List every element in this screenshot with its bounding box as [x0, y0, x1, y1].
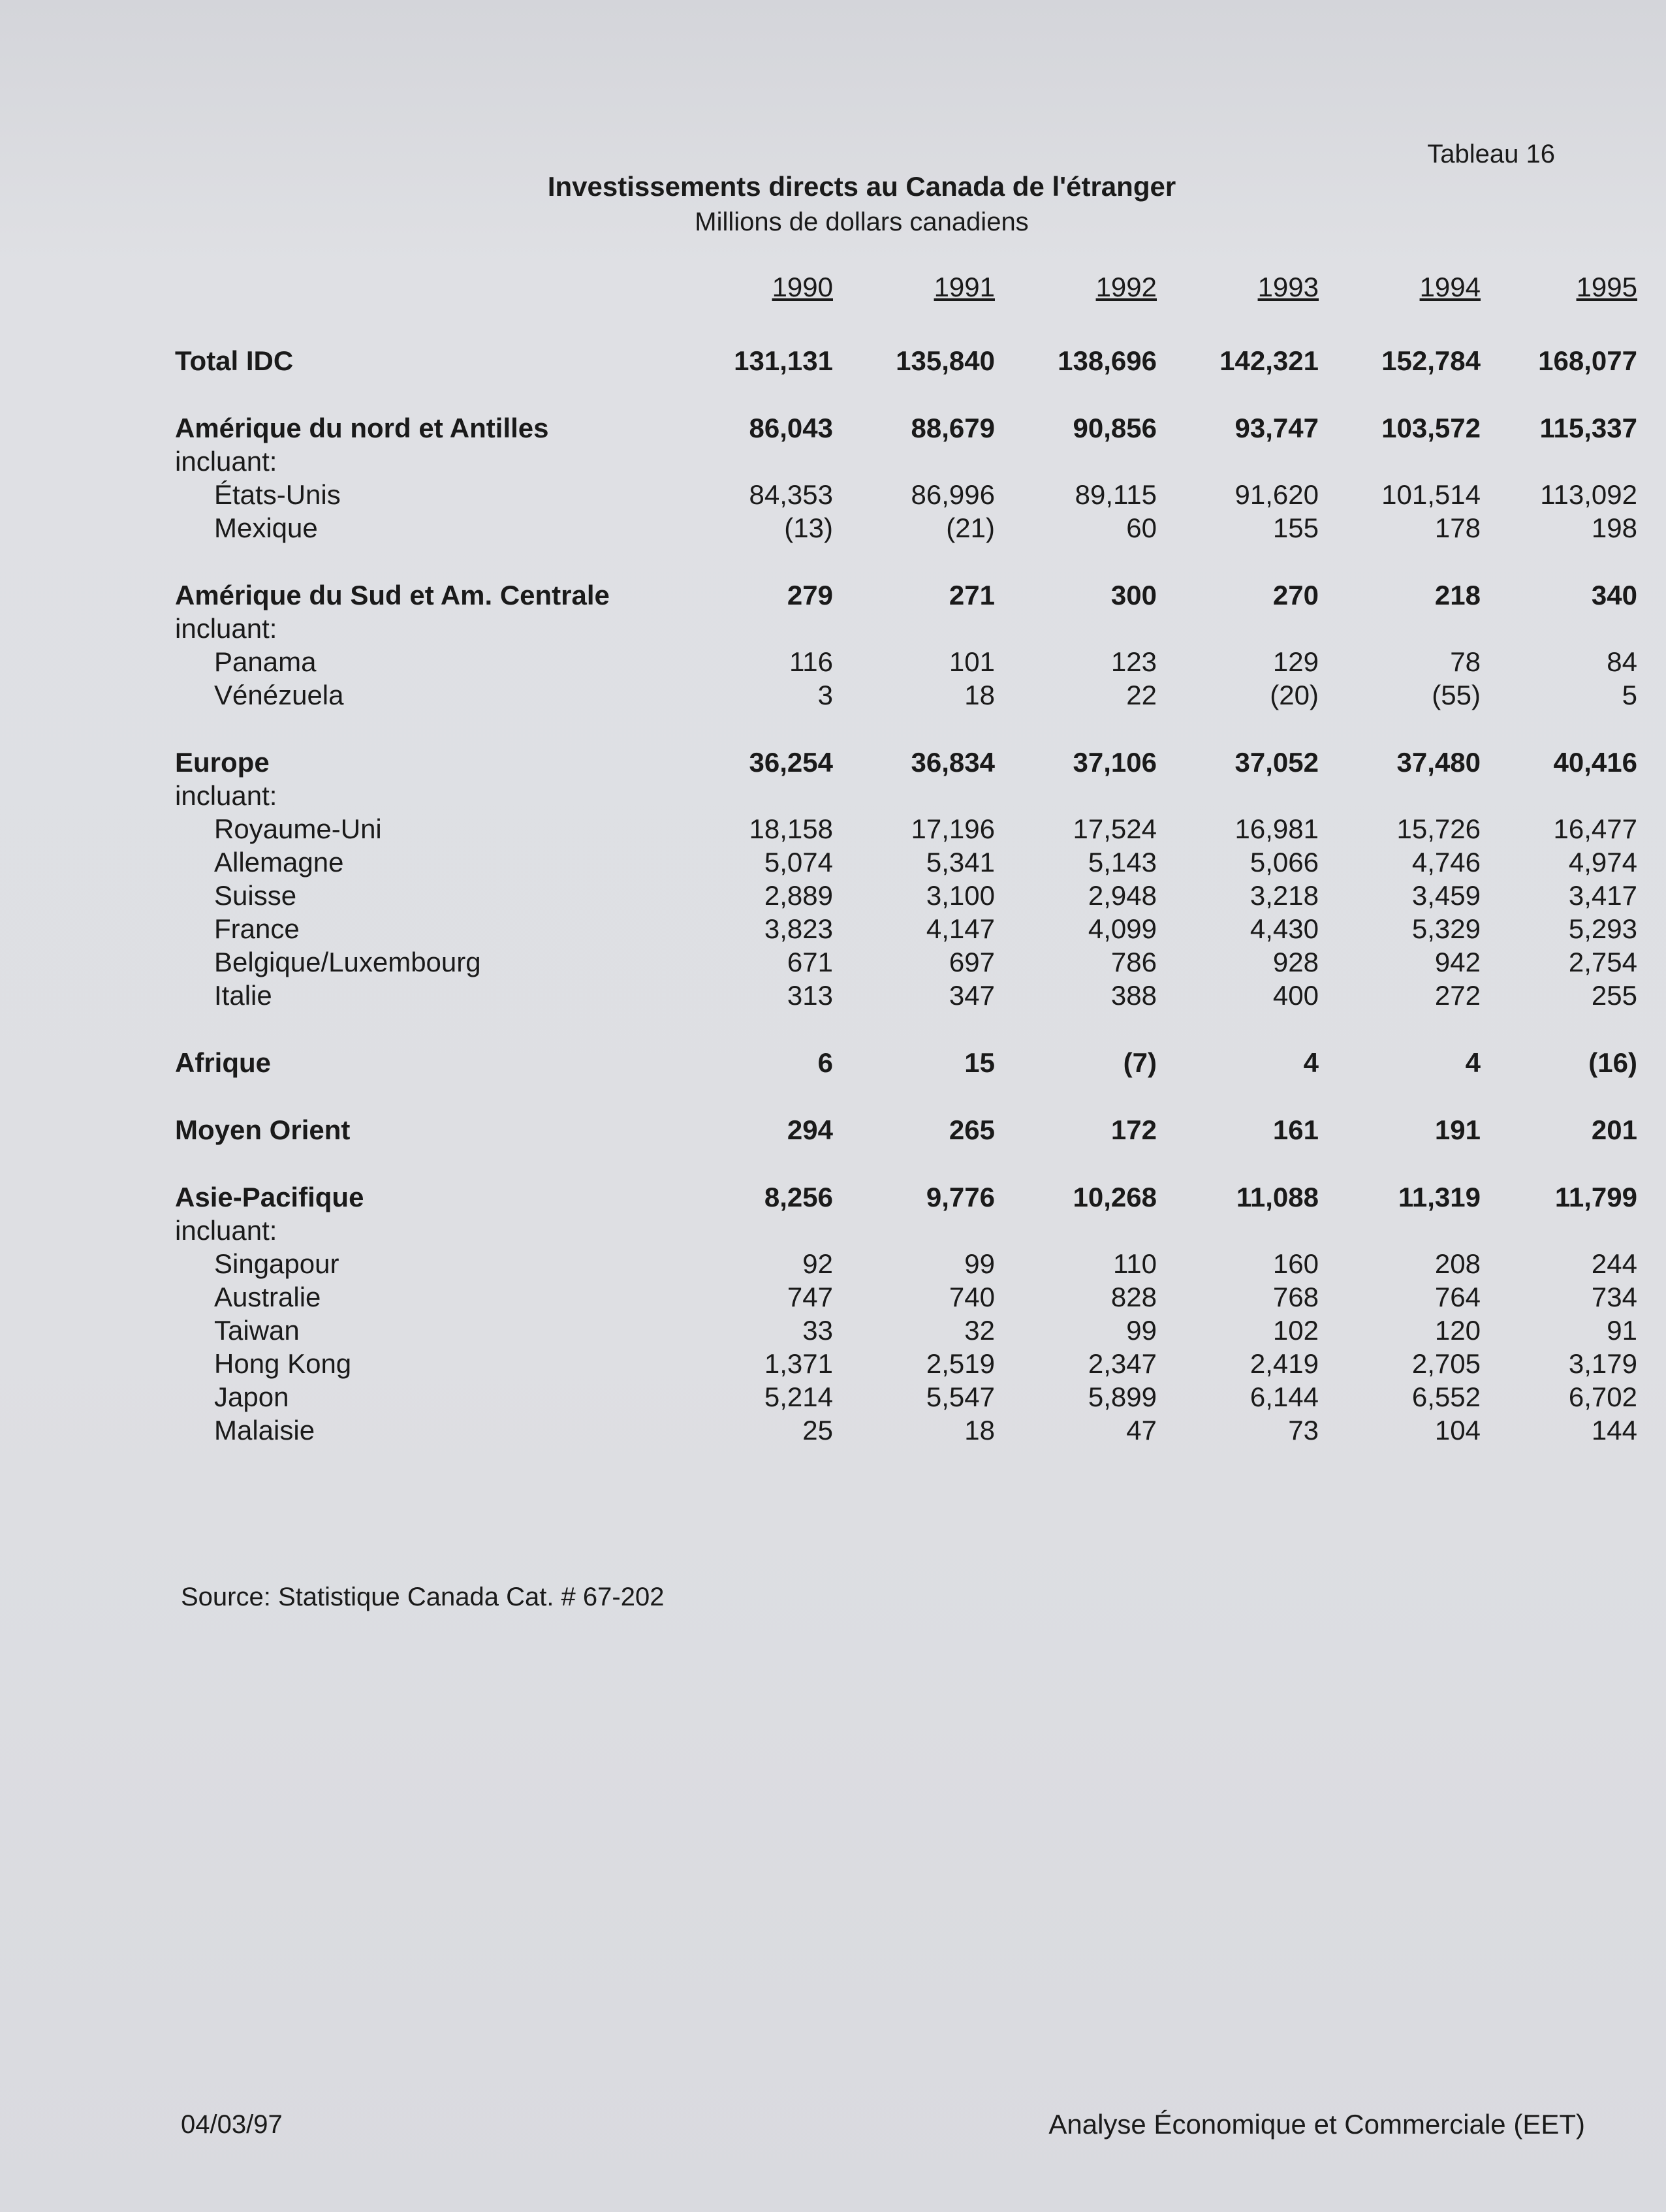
value-cell: 116	[789, 646, 833, 677]
including-row	[175, 612, 1637, 645]
spacer-row	[175, 1079, 1637, 1113]
value-cell: 99	[964, 1248, 995, 1279]
value-cell: 8,256	[764, 1181, 833, 1212]
value-cell: 16,477	[1553, 813, 1637, 844]
country-row	[175, 511, 1637, 545]
empty-cell	[995, 779, 1157, 812]
country-row	[175, 812, 1637, 845]
value-cell: 6,552	[1411, 1381, 1481, 1412]
empty-cell	[833, 445, 995, 478]
row-label: Asie-Pacifique	[175, 1181, 364, 1212]
value-cell: 84,353	[749, 479, 833, 510]
footer-department: Analyse Économique et Commerciale (EET)	[1048, 2109, 1585, 2140]
value-cell: 3,417	[1568, 879, 1637, 911]
value-cell: 9,776	[926, 1181, 995, 1212]
value-cell: 25	[802, 1414, 833, 1446]
value-cell: 5	[1622, 679, 1637, 710]
value-cell: 115,337	[1539, 412, 1637, 443]
country-row	[175, 1347, 1637, 1380]
value-cell: 2,889	[764, 879, 833, 911]
spacer-cell	[175, 307, 1637, 344]
value-cell: 10,268	[1073, 1181, 1157, 1212]
value-cell: 1,371	[764, 1348, 833, 1379]
empty-cell	[1481, 779, 1637, 812]
country-row	[175, 1380, 1637, 1414]
value-cell: 11,088	[1236, 1181, 1319, 1212]
value-cell: 18	[964, 1414, 995, 1446]
value-cell: 942	[1434, 946, 1481, 977]
row-label: Belgique/Luxembourg	[214, 946, 481, 977]
value-cell: 37,106	[1073, 746, 1157, 778]
value-cell: 4,974	[1568, 846, 1637, 877]
country-row	[175, 879, 1637, 912]
value-cell: 161	[1272, 1114, 1319, 1145]
value-cell: 3,823	[764, 913, 833, 944]
value-cell: 178	[1434, 512, 1481, 543]
row-label: Taiwan	[214, 1314, 300, 1346]
row-label: Afrique	[175, 1047, 271, 1078]
value-cell: 191	[1434, 1114, 1481, 1145]
value-cell: 2,754	[1568, 946, 1637, 977]
value-cell: (55)	[1432, 679, 1481, 710]
value-cell: (7)	[1123, 1047, 1157, 1078]
value-cell: 102	[1272, 1314, 1319, 1346]
empty-cell	[1319, 779, 1481, 812]
value-cell: 144	[1591, 1414, 1637, 1446]
value-cell: 2,347	[1088, 1348, 1157, 1379]
value-cell: 265	[949, 1114, 995, 1145]
value-cell: 671	[787, 946, 833, 977]
empty-cell	[1319, 612, 1481, 645]
country-row	[175, 979, 1637, 1012]
empty-cell	[833, 1214, 995, 1247]
value-cell: 270	[1272, 579, 1319, 610]
including-row	[175, 1214, 1637, 1247]
row-label: Suisse	[214, 879, 297, 911]
value-cell: 271	[949, 579, 995, 610]
spacer-cell	[175, 1012, 1637, 1046]
value-cell: 160	[1272, 1248, 1319, 1279]
value-cell: 17,524	[1073, 813, 1157, 844]
year-header	[1481, 268, 1637, 307]
country-row	[175, 1314, 1637, 1347]
value-cell: 3,100	[926, 879, 995, 911]
value-cell: (20)	[1270, 679, 1319, 710]
value-cell: 86,043	[749, 412, 833, 443]
value-cell: 101	[949, 646, 995, 677]
value-cell: 2,519	[926, 1348, 995, 1379]
table-title: Investissements directs au Canada de l'étranger	[547, 171, 1176, 202]
value-cell: 73	[1288, 1414, 1319, 1446]
value-cell: 104	[1434, 1414, 1481, 1446]
value-cell: 734	[1591, 1281, 1637, 1312]
value-cell: 16,981	[1234, 813, 1319, 844]
value-cell: 15	[964, 1047, 995, 1078]
value-cell: 300	[1110, 579, 1157, 610]
row-label: Panama	[214, 646, 317, 677]
row-label: Vénézuela	[214, 679, 344, 710]
value-cell: 697	[949, 946, 995, 977]
value-cell: 86,996	[911, 479, 995, 510]
value-cell: 6	[817, 1047, 833, 1078]
region-row	[175, 1180, 1637, 1214]
empty-cell	[833, 612, 995, 645]
row-label: Allemagne	[214, 846, 344, 877]
value-cell: 3	[817, 679, 833, 710]
spacer-cell	[175, 712, 1637, 746]
region-row	[175, 411, 1637, 445]
value-cell: 6,144	[1250, 1381, 1319, 1412]
year-label: 1994	[1419, 272, 1481, 302]
value-cell: 84	[1607, 646, 1637, 677]
value-cell: 88,679	[911, 412, 995, 443]
value-cell: 17,196	[911, 813, 995, 844]
value-cell: 4,099	[1088, 913, 1157, 944]
value-cell: 5,547	[926, 1381, 995, 1412]
row-label: États-Unis	[214, 479, 341, 510]
row-label: Total IDC	[175, 345, 294, 376]
value-cell: 90,856	[1073, 412, 1157, 443]
value-cell: 388	[1110, 979, 1157, 1011]
value-cell: 313	[787, 979, 833, 1011]
including-label: incluant:	[175, 612, 277, 644]
value-cell: (13)	[784, 512, 833, 543]
value-cell: 279	[787, 579, 833, 610]
value-cell: 129	[1272, 646, 1319, 677]
value-cell: 36,254	[749, 746, 833, 778]
value-cell: 18	[964, 679, 995, 710]
value-cell: 15,726	[1396, 813, 1481, 844]
value-cell: 123	[1110, 646, 1157, 677]
value-cell: 3,459	[1411, 879, 1481, 911]
empty-cell	[671, 779, 833, 812]
year-header	[671, 268, 833, 307]
value-cell: 36,834	[911, 746, 995, 778]
region-row	[175, 1113, 1637, 1146]
footer-date: 04/03/97	[181, 2110, 283, 2139]
empty-cell	[671, 445, 833, 478]
value-cell: 138,696	[1058, 345, 1157, 376]
value-cell: 142,321	[1219, 345, 1319, 376]
value-cell: 5,899	[1088, 1381, 1157, 1412]
country-row	[175, 1280, 1637, 1314]
value-cell: 110	[1113, 1248, 1157, 1279]
spacer-row	[175, 1146, 1637, 1180]
empty-cell	[1481, 612, 1637, 645]
spacer-row	[175, 377, 1637, 411]
spacer-row	[175, 1012, 1637, 1046]
region-row	[175, 746, 1637, 779]
region-row	[175, 578, 1637, 612]
value-cell: 3,179	[1568, 1348, 1637, 1379]
empty-cell	[1157, 612, 1319, 645]
value-cell: 208	[1434, 1248, 1481, 1279]
value-cell: 93,747	[1234, 412, 1319, 443]
row-label: Europe	[175, 746, 270, 778]
table-body	[175, 268, 1637, 1447]
value-cell: 168,077	[1538, 345, 1637, 376]
country-row	[175, 678, 1637, 712]
value-cell: 33	[802, 1314, 833, 1346]
empty-cell	[1481, 445, 1637, 478]
value-cell: 155	[1272, 512, 1319, 543]
value-cell: 198	[1591, 512, 1637, 543]
value-cell: 5,074	[764, 846, 833, 877]
spacer-cell	[175, 1079, 1637, 1113]
value-cell: 2,948	[1088, 879, 1157, 911]
empty-cell	[833, 779, 995, 812]
including-label: incluant:	[175, 445, 277, 477]
row-label: Singapour	[214, 1248, 339, 1279]
country-row	[175, 845, 1637, 879]
value-cell: 11,319	[1398, 1181, 1481, 1212]
value-cell: 747	[787, 1281, 833, 1312]
value-cell: 91,620	[1234, 479, 1319, 510]
row-label: Amérique du nord et Antilles	[175, 412, 549, 443]
value-cell: 78	[1450, 646, 1481, 677]
year-label: 1990	[772, 272, 833, 302]
table-number: Tableau 16	[1427, 140, 1555, 168]
value-cell: 828	[1110, 1281, 1157, 1312]
empty-cell	[1319, 445, 1481, 478]
value-cell: 32	[964, 1314, 995, 1346]
row-label: France	[214, 913, 300, 944]
spacer-cell	[175, 545, 1637, 578]
value-cell: 201	[1591, 1114, 1637, 1145]
year-label: 1991	[934, 272, 995, 302]
row-label: Italie	[214, 979, 272, 1011]
value-cell: 172	[1110, 1114, 1157, 1145]
year-header-row	[175, 268, 1637, 307]
year-label: 1993	[1257, 272, 1319, 302]
row-label: Japon	[214, 1381, 289, 1412]
year-label: 1995	[1576, 272, 1637, 302]
value-cell: 5,214	[764, 1381, 833, 1412]
value-cell: 152,784	[1381, 345, 1481, 376]
header-blank	[175, 268, 671, 307]
value-cell: 740	[949, 1281, 995, 1312]
empty-cell	[995, 445, 1157, 478]
table-subtitle: Millions de dollars canadiens	[695, 208, 1029, 236]
value-cell: (16)	[1588, 1047, 1637, 1078]
row-label: Moyen Orient	[175, 1114, 351, 1145]
empty-cell	[995, 1214, 1157, 1247]
value-cell: 347	[949, 979, 995, 1011]
country-row	[175, 478, 1637, 511]
value-cell: 255	[1591, 979, 1637, 1011]
investment-table	[175, 268, 1637, 1447]
spacer-row	[175, 712, 1637, 746]
value-cell: 340	[1591, 579, 1637, 610]
value-cell: 47	[1126, 1414, 1157, 1446]
value-cell: 5,341	[926, 846, 995, 877]
value-cell: 92	[802, 1248, 833, 1279]
year-label: 1992	[1095, 272, 1157, 302]
value-cell: 4,147	[926, 913, 995, 944]
empty-cell	[1157, 445, 1319, 478]
including-row	[175, 779, 1637, 812]
value-cell: 11,799	[1554, 1181, 1637, 1212]
spacer-cell	[175, 377, 1637, 411]
value-cell: 120	[1434, 1314, 1481, 1346]
year-header	[1319, 268, 1481, 307]
source-note: Source: Statistique Canada Cat. # 67-202	[181, 1583, 665, 1611]
value-cell: 4	[1303, 1047, 1319, 1078]
value-cell: 2,705	[1411, 1348, 1481, 1379]
value-cell: 5,066	[1250, 846, 1319, 877]
value-cell: 113,092	[1540, 479, 1637, 510]
region-row	[175, 1046, 1637, 1079]
value-cell: 99	[1126, 1314, 1157, 1346]
total-row	[175, 344, 1637, 377]
value-cell: 5,143	[1088, 846, 1157, 877]
value-cell: (21)	[946, 512, 995, 543]
value-cell: 244	[1591, 1248, 1637, 1279]
row-label: Mexique	[214, 512, 318, 543]
value-cell: 6,702	[1568, 1381, 1637, 1412]
value-cell: 400	[1272, 979, 1319, 1011]
value-cell: 22	[1126, 679, 1157, 710]
spacer-row	[175, 545, 1637, 578]
value-cell: 131,131	[734, 345, 833, 376]
value-cell: 2,419	[1250, 1348, 1319, 1379]
value-cell: 294	[787, 1114, 833, 1145]
value-cell: 764	[1434, 1281, 1481, 1312]
value-cell: 5,329	[1411, 913, 1481, 944]
value-cell: 101,514	[1381, 479, 1481, 510]
empty-cell	[671, 612, 833, 645]
value-cell: 135,840	[896, 345, 995, 376]
value-cell: 5,293	[1568, 913, 1637, 944]
country-row	[175, 1414, 1637, 1447]
value-cell: 4,430	[1250, 913, 1319, 944]
empty-cell	[1157, 779, 1319, 812]
row-label: Royaume-Uni	[214, 813, 382, 844]
including-row	[175, 445, 1637, 478]
empty-cell	[1157, 1214, 1319, 1247]
value-cell: 89,115	[1075, 479, 1157, 510]
value-cell: 928	[1272, 946, 1319, 977]
empty-cell	[995, 612, 1157, 645]
row-label: Amérique du Sud et Am. Centrale	[175, 579, 610, 610]
value-cell: 91	[1607, 1314, 1637, 1346]
row-label: Malaisie	[214, 1414, 315, 1446]
including-label: incluant:	[175, 780, 277, 811]
value-cell: 3,218	[1250, 879, 1319, 911]
spacer-cell	[175, 1146, 1637, 1180]
row-label: Hong Kong	[214, 1348, 352, 1379]
country-row	[175, 1247, 1637, 1280]
country-row	[175, 945, 1637, 979]
value-cell: 4	[1465, 1047, 1481, 1078]
value-cell: 103,572	[1381, 412, 1481, 443]
year-header	[1157, 268, 1319, 307]
year-header	[833, 268, 995, 307]
value-cell: 272	[1434, 979, 1481, 1011]
country-row	[175, 645, 1637, 678]
empty-cell	[1319, 1214, 1481, 1247]
spacer-row	[175, 307, 1637, 344]
value-cell: 60	[1126, 512, 1157, 543]
row-label: Australie	[214, 1281, 321, 1312]
value-cell: 4,746	[1411, 846, 1481, 877]
country-row	[175, 912, 1637, 945]
value-cell: 37,480	[1396, 746, 1481, 778]
value-cell: 37,052	[1234, 746, 1319, 778]
value-cell: 40,416	[1553, 746, 1637, 778]
value-cell: 768	[1272, 1281, 1319, 1312]
year-header	[995, 268, 1157, 307]
empty-cell	[671, 1214, 833, 1247]
value-cell: 18,158	[749, 813, 833, 844]
value-cell: 786	[1110, 946, 1157, 977]
empty-cell	[1481, 1214, 1637, 1247]
including-label: incluant:	[175, 1214, 277, 1246]
value-cell: 218	[1434, 579, 1481, 610]
